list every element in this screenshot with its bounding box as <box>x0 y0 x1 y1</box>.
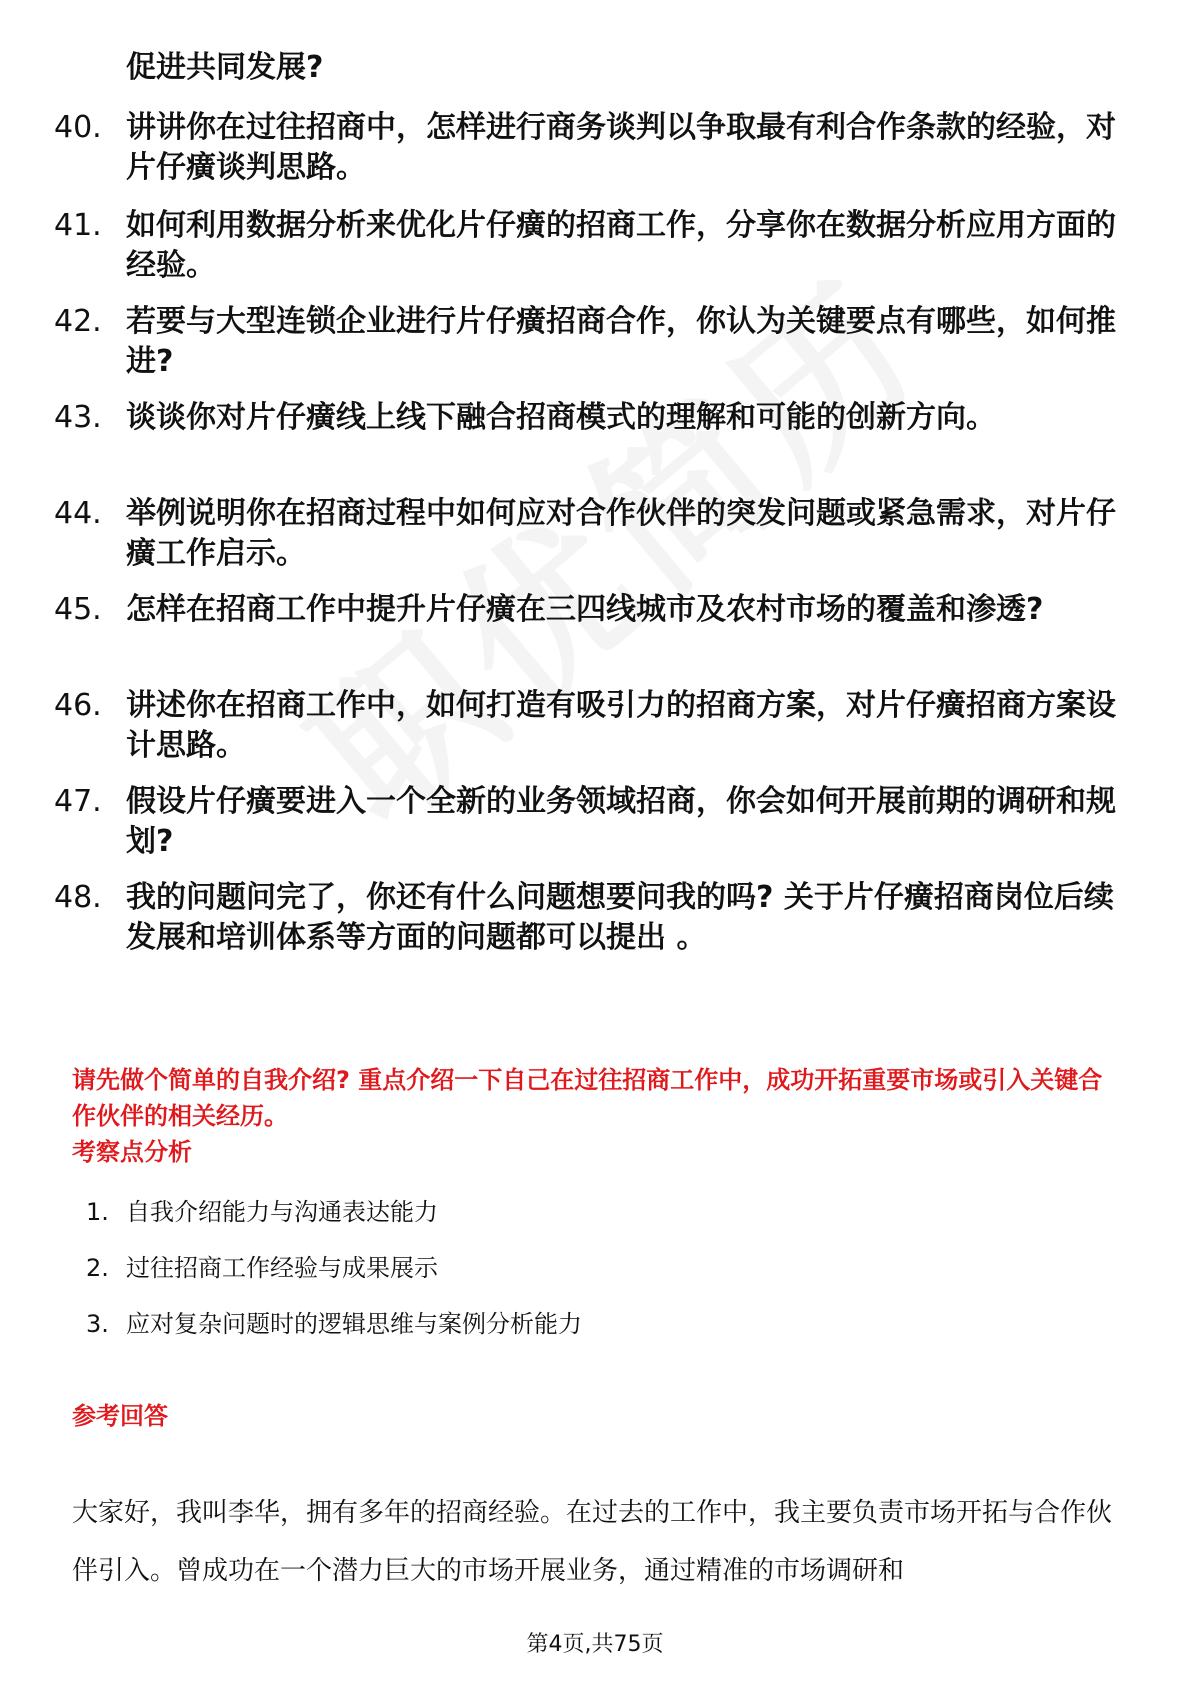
question-text: 怎样在招商工作中提升片仔癀在三四线城市及农村市场的覆盖和渗透? <box>126 592 1044 627</box>
reference-answer: 大家好，我叫李华，拥有多年的招商经验。在过去的工作中，我主要负责市场开拓与合作伙伴引入。曾成功在一个潜力巨大的市场开展业务，通过精准的市场调研和 <box>72 1498 1113 1586</box>
continuation-text: 促进共同发展? <box>126 50 324 85</box>
point-text: 自我介绍能力与沟通表达能力 <box>126 1198 438 1226</box>
question-number: 48. <box>54 880 102 915</box>
question-text: 如何利用数据分析来优化片仔癀的招商工作，分享你在数据分析应用方面的经验。 <box>126 208 1116 283</box>
point-text: 应对复杂问题时的逻辑思维与案例分析能力 <box>126 1310 582 1338</box>
question-number: 43. <box>54 400 102 435</box>
question-text: 讲讲你在过往招商中，怎样进行商务谈判以争取最有利合作条款的经验，对片仔癀谈判思路。 <box>126 110 1116 185</box>
question-number: 41. <box>54 208 102 243</box>
question-number: 46. <box>54 688 102 723</box>
point-text: 过往招商工作经验与成果展示 <box>126 1254 438 1282</box>
point-number: 1. <box>86 1198 109 1226</box>
question-number: 47. <box>54 784 102 819</box>
question-number: 45. <box>54 592 102 627</box>
question-text: 假设片仔癀要进入一个全新的业务领域招商，你会如何开展前期的调研和规划? <box>126 784 1116 859</box>
point-number: 3. <box>86 1310 109 1338</box>
question-text: 若要与大型连锁企业进行片仔癀招商合作，你认为关键要点有哪些，如何推进? <box>126 304 1116 379</box>
question-number: 44. <box>54 496 102 531</box>
question-number: 40. <box>54 110 102 145</box>
reference-heading: 参考回答 <box>72 1402 168 1430</box>
question-text: 谈谈你对片仔癀线上线下融合招商模式的理解和可能的创新方向。 <box>126 400 996 435</box>
page-footer: 第4页,共75页 <box>526 1632 664 1657</box>
question-text: 举例说明你在招商过程中如何应对合作伙伴的突发问题或紧急需求，对片仔癀工作启示。 <box>126 496 1116 571</box>
analysis-heading: 考察点分析 <box>72 1138 192 1166</box>
point-number: 2. <box>86 1254 109 1282</box>
question-text: 我的问题问完了，你还有什么问题想要问我的吗? 关于片仔癀招商岗位后续发展和培训体系等方面的问题都可以提出 。 <box>126 880 1114 955</box>
question-text: 讲述你在招商工作中，如何打造有吸引力的招商方案，对片仔癀招商方案设计思路。 <box>126 688 1116 763</box>
question-number: 42. <box>54 304 102 339</box>
featured-question: 请先做个简单的自我介绍? 重点介绍一下自己在过往招商工作中，成功开拓重要市场或引入关键合作伙伴的相关经历。 <box>72 1066 1103 1130</box>
